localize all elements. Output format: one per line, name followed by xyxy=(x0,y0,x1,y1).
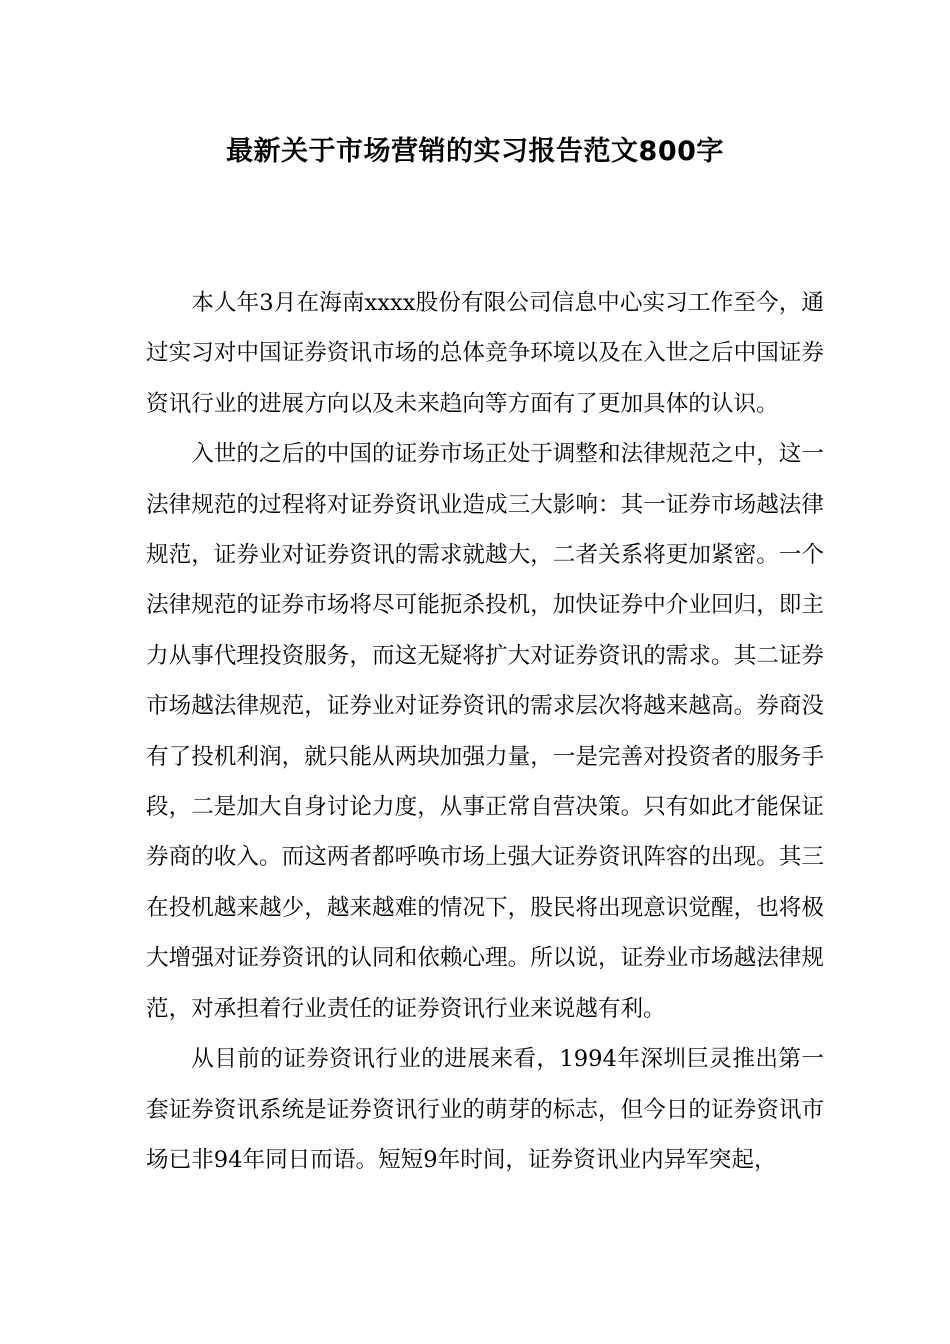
paragraph-1: 本人年3月在海南xxxx股份有限公司信息中心实习工作至今，通过实习对中国证券资讯市场的总体竞争环境以及在入世之后中国证券资讯行业的进展方向以及未来趋向等方面有了更加具体的认识。 xyxy=(146,290,824,417)
paragraph-2: 入世的之后的中国的证券市场正处于调整和法律规范之中，这一法律规范的过程将对证券资讯业造成三大影响：其一证券市场越法律规范，证券业对证券资讯的需求就越大，二者关系将更加紧密。一个法律规范的证券市场将尽可能扼杀投机，加快证券中介业回归，即主力从事代理投资服务，而这无疑将扩大对证券资讯的需求。其二证券市场越法律规范，证券业对证券资讯的需求层次将越来越高。券商没有了投机利润，就只能从两块加强力量，一是完善对投资者的服务手段，二是加大自身讨论力度，从事正常自营决策。只有如此才能保证券商的收入。而这两者都呼唤市场上强大证券资讯阵容的出现。其三在投机越来越少，越来越难的情况下，股民将出现意识觉醒，也将极大增强对证券资讯的认同和依赖心理。所以说，证券业市场越法律规范，对承担着行业责任的证券资讯行业来说越有利。 xyxy=(146,441,824,1022)
document-body xyxy=(146,278,824,1185)
paragraph-3: 从目前的证券资讯行业的进展来看，1994年深圳巨灵推出第一套证券资讯系统是证券资讯行业的萌芽的标志，但今日的证券资讯市场已非94年同日而语。短短9年时间，证券资讯业内异军突起， xyxy=(146,1046,824,1173)
document-title: 最新关于市场营销的实习报告范文800字 xyxy=(226,136,724,167)
